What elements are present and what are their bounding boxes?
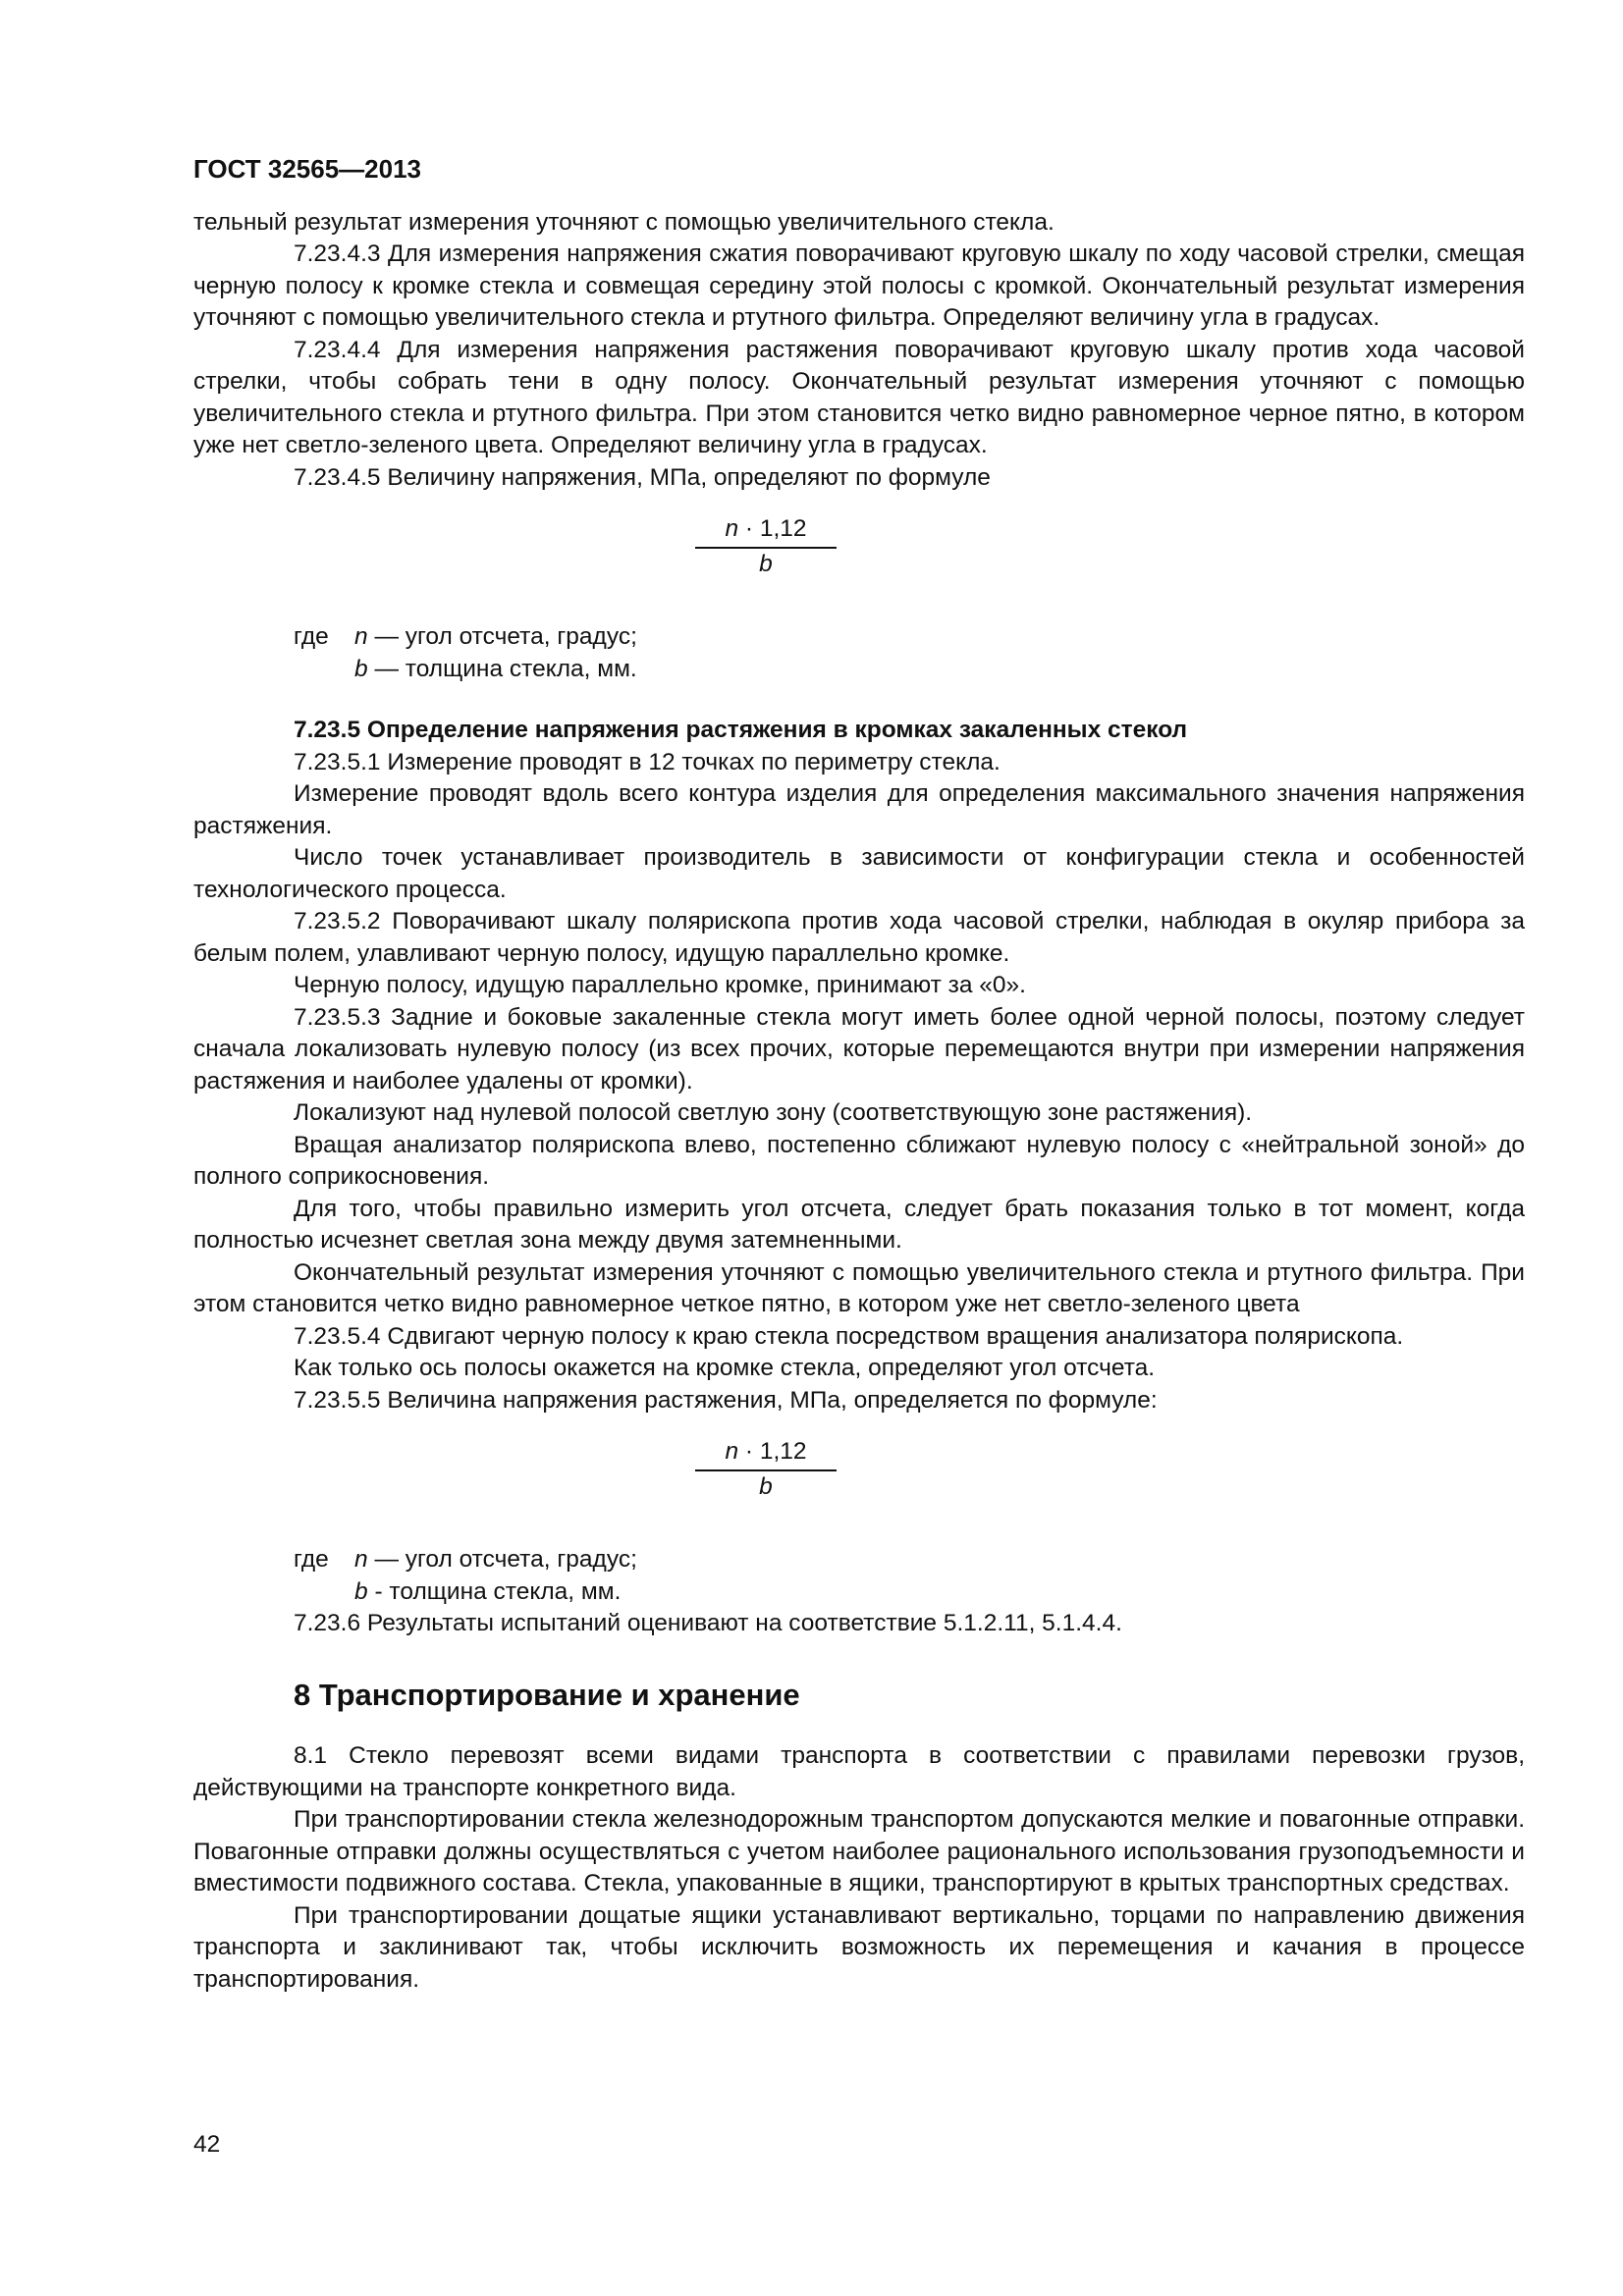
paragraph: Измерение проводят вдоль всего контура изделия для определения максимального значения напряжения растяжения. xyxy=(193,780,1525,839)
paragraph: 7.23.4.4 Для измерения напряжения растяжения поворачивают круговую шкалу против хода часовой стрелки, чтобы собрать тени в одну полосу. Окончательный результат измерения уточняют с помощью увеличительного стекла и ртутного фильтра. При этом становится четко видно равномерное черное пятно, в котором уже нет светло-зеленого цвета. Определяют величину угла в градусах. xyxy=(193,336,1525,458)
legend-text: — толщина стекла, мм. xyxy=(367,655,637,682)
numerator-rest: · 1,12 xyxy=(738,1438,807,1465)
variable-b: b xyxy=(759,550,773,577)
fraction xyxy=(695,513,837,580)
paragraph: 7.23.4.5 Величину напряжения, МПа, определяют по формуле xyxy=(294,463,991,491)
paragraph: 7.23.5.3 Задние и боковые закаленные стекла могут иметь более одной черной полосы, поэтому следует сначала локализовать нулевую полосу (из всех прочих, которые перемещаются внутри при измерении напряжения растяжения и наиболее удалены от кромки). xyxy=(193,1003,1525,1095)
fraction-denominator xyxy=(695,1471,837,1504)
formula-tension xyxy=(193,1416,1525,1544)
paragraph: 7.23.5.1 Измерение проводят в 12 точках по периметру стекла. xyxy=(294,748,1001,775)
paragraph: 7.23.4.3 Для измерения напряжения сжатия поворачивают круговую шкалу по ходу часовой стрелки, смещая черную полосу к кромке стекла и совмещая середину этой полосы с кромкой. Окончательный результат измерения уточняют с помощью увеличительного стекла и ртутного фильтра. Определяют величину угла в градусах. xyxy=(193,240,1525,331)
legend-var: n xyxy=(354,1546,368,1573)
paragraph: Окончательный результат измерения уточняют с помощью увеличительного стекла и ртутного фильтра. При этом становится четко видно равномерное четкое пятно, в котором уже нет светло-зеленого цвета xyxy=(193,1258,1525,1317)
legend-text: - толщина стекла, мм. xyxy=(367,1577,622,1605)
fraction-numerator xyxy=(695,513,837,549)
paragraph: 7.23.5.4 Сдвигают черную полосу к краю стекла посредством вращения анализатора полярископа. xyxy=(294,1322,1404,1350)
section-title: 8 Транспортирование и хранение xyxy=(294,1677,800,1712)
formula-stress xyxy=(193,494,1525,621)
legend-lead: где xyxy=(294,1546,329,1573)
document-header: ГОСТ 32565—2013 xyxy=(193,154,421,184)
formula-legend xyxy=(193,621,1525,685)
legend-text: — угол отсчета, градус; xyxy=(367,1546,637,1573)
legend-text: — угол отсчета, градус; xyxy=(367,623,637,650)
paragraph: Вращая анализатор полярископа влево, постепенно сближают нулевую полосу с «нейтральной зоной» до полного соприкосновения. xyxy=(193,1131,1525,1190)
legend-var: n xyxy=(354,623,368,650)
subsection-title: 7.23.5 Определение напряжения растяжения в кромках закаленных стекол xyxy=(294,717,1188,743)
numerator-rest: · 1,12 xyxy=(738,515,807,542)
paragraph: Черную полосу, идущую параллельно кромке, принимают за «0». xyxy=(294,972,1026,998)
paragraph: Как только ось полосы окажется на кромке стекла, определяют угол отсчета. xyxy=(294,1355,1156,1381)
fraction-numerator xyxy=(695,1436,837,1471)
paragraph: 7.23.5.5 Величина напряжения растяжения, МПа, определяется по формуле: xyxy=(294,1386,1158,1414)
fraction-denominator xyxy=(695,549,837,581)
formula-legend xyxy=(193,1544,1525,1608)
legend-var: b xyxy=(354,655,368,682)
variable-n: n xyxy=(725,1438,739,1465)
legend-lead: где xyxy=(294,623,329,650)
paragraph: 8.1 Стекло перевозят всеми видами транспорта в соответствии с правилами перевозки грузов, действующими на транспорте конкретного вида. xyxy=(193,1742,1525,1801)
page-number: 42 xyxy=(193,2131,221,2158)
paragraph: При транспортировании стекла железнодорожным транспортом допускаются мелкие и повагонные отправки. Повагонные отправки должны осуществляться с учетом наиболее рационального использования грузоподъемности и вместимости подвижного состава. Стекла, упакованные в ящики, транспортируют в крытых транспортных средствах. xyxy=(193,1806,1525,1896)
variable-b: b xyxy=(759,1472,773,1500)
paragraph: тельный результат измерения уточняют с помощью увеличительного стекла. xyxy=(193,208,1055,236)
paragraph: Локализуют над нулевой полосой светлую зону (соответствующую зоне растяжения). xyxy=(294,1099,1253,1126)
paragraph: 7.23.5.2 Поворачивают шкалу полярископа против хода часовой стрелки, наблюдая в окуляр прибора за белым полем, улавливают черную полосу, идущую параллельно кромке. xyxy=(193,908,1525,967)
legend-var: b xyxy=(354,1577,368,1605)
paragraph: Для того, чтобы правильно измерить угол отсчета, следует брать показания только в тот момент, когда полностью исчезнет светлая зона между двумя затемненными. xyxy=(193,1195,1525,1254)
fraction xyxy=(695,1436,837,1503)
paragraph: При транспортировании дощатые ящики устанавливают вертикально, торцами по направлению движения транспорта и заклинивают так, чтобы исключить возможность их перемещения и качания в процессе транспортирования. xyxy=(193,1901,1525,1993)
document-page xyxy=(193,153,1525,1996)
variable-n: n xyxy=(725,515,739,542)
paragraph: Число точек устанавливает производитель в зависимости от конфигурации стекла и особенностей технологического процесса. xyxy=(193,844,1525,903)
paragraph: 7.23.6 Результаты испытаний оценивают на соответствие 5.1.2.11, 5.1.4.4. xyxy=(294,1610,1122,1636)
